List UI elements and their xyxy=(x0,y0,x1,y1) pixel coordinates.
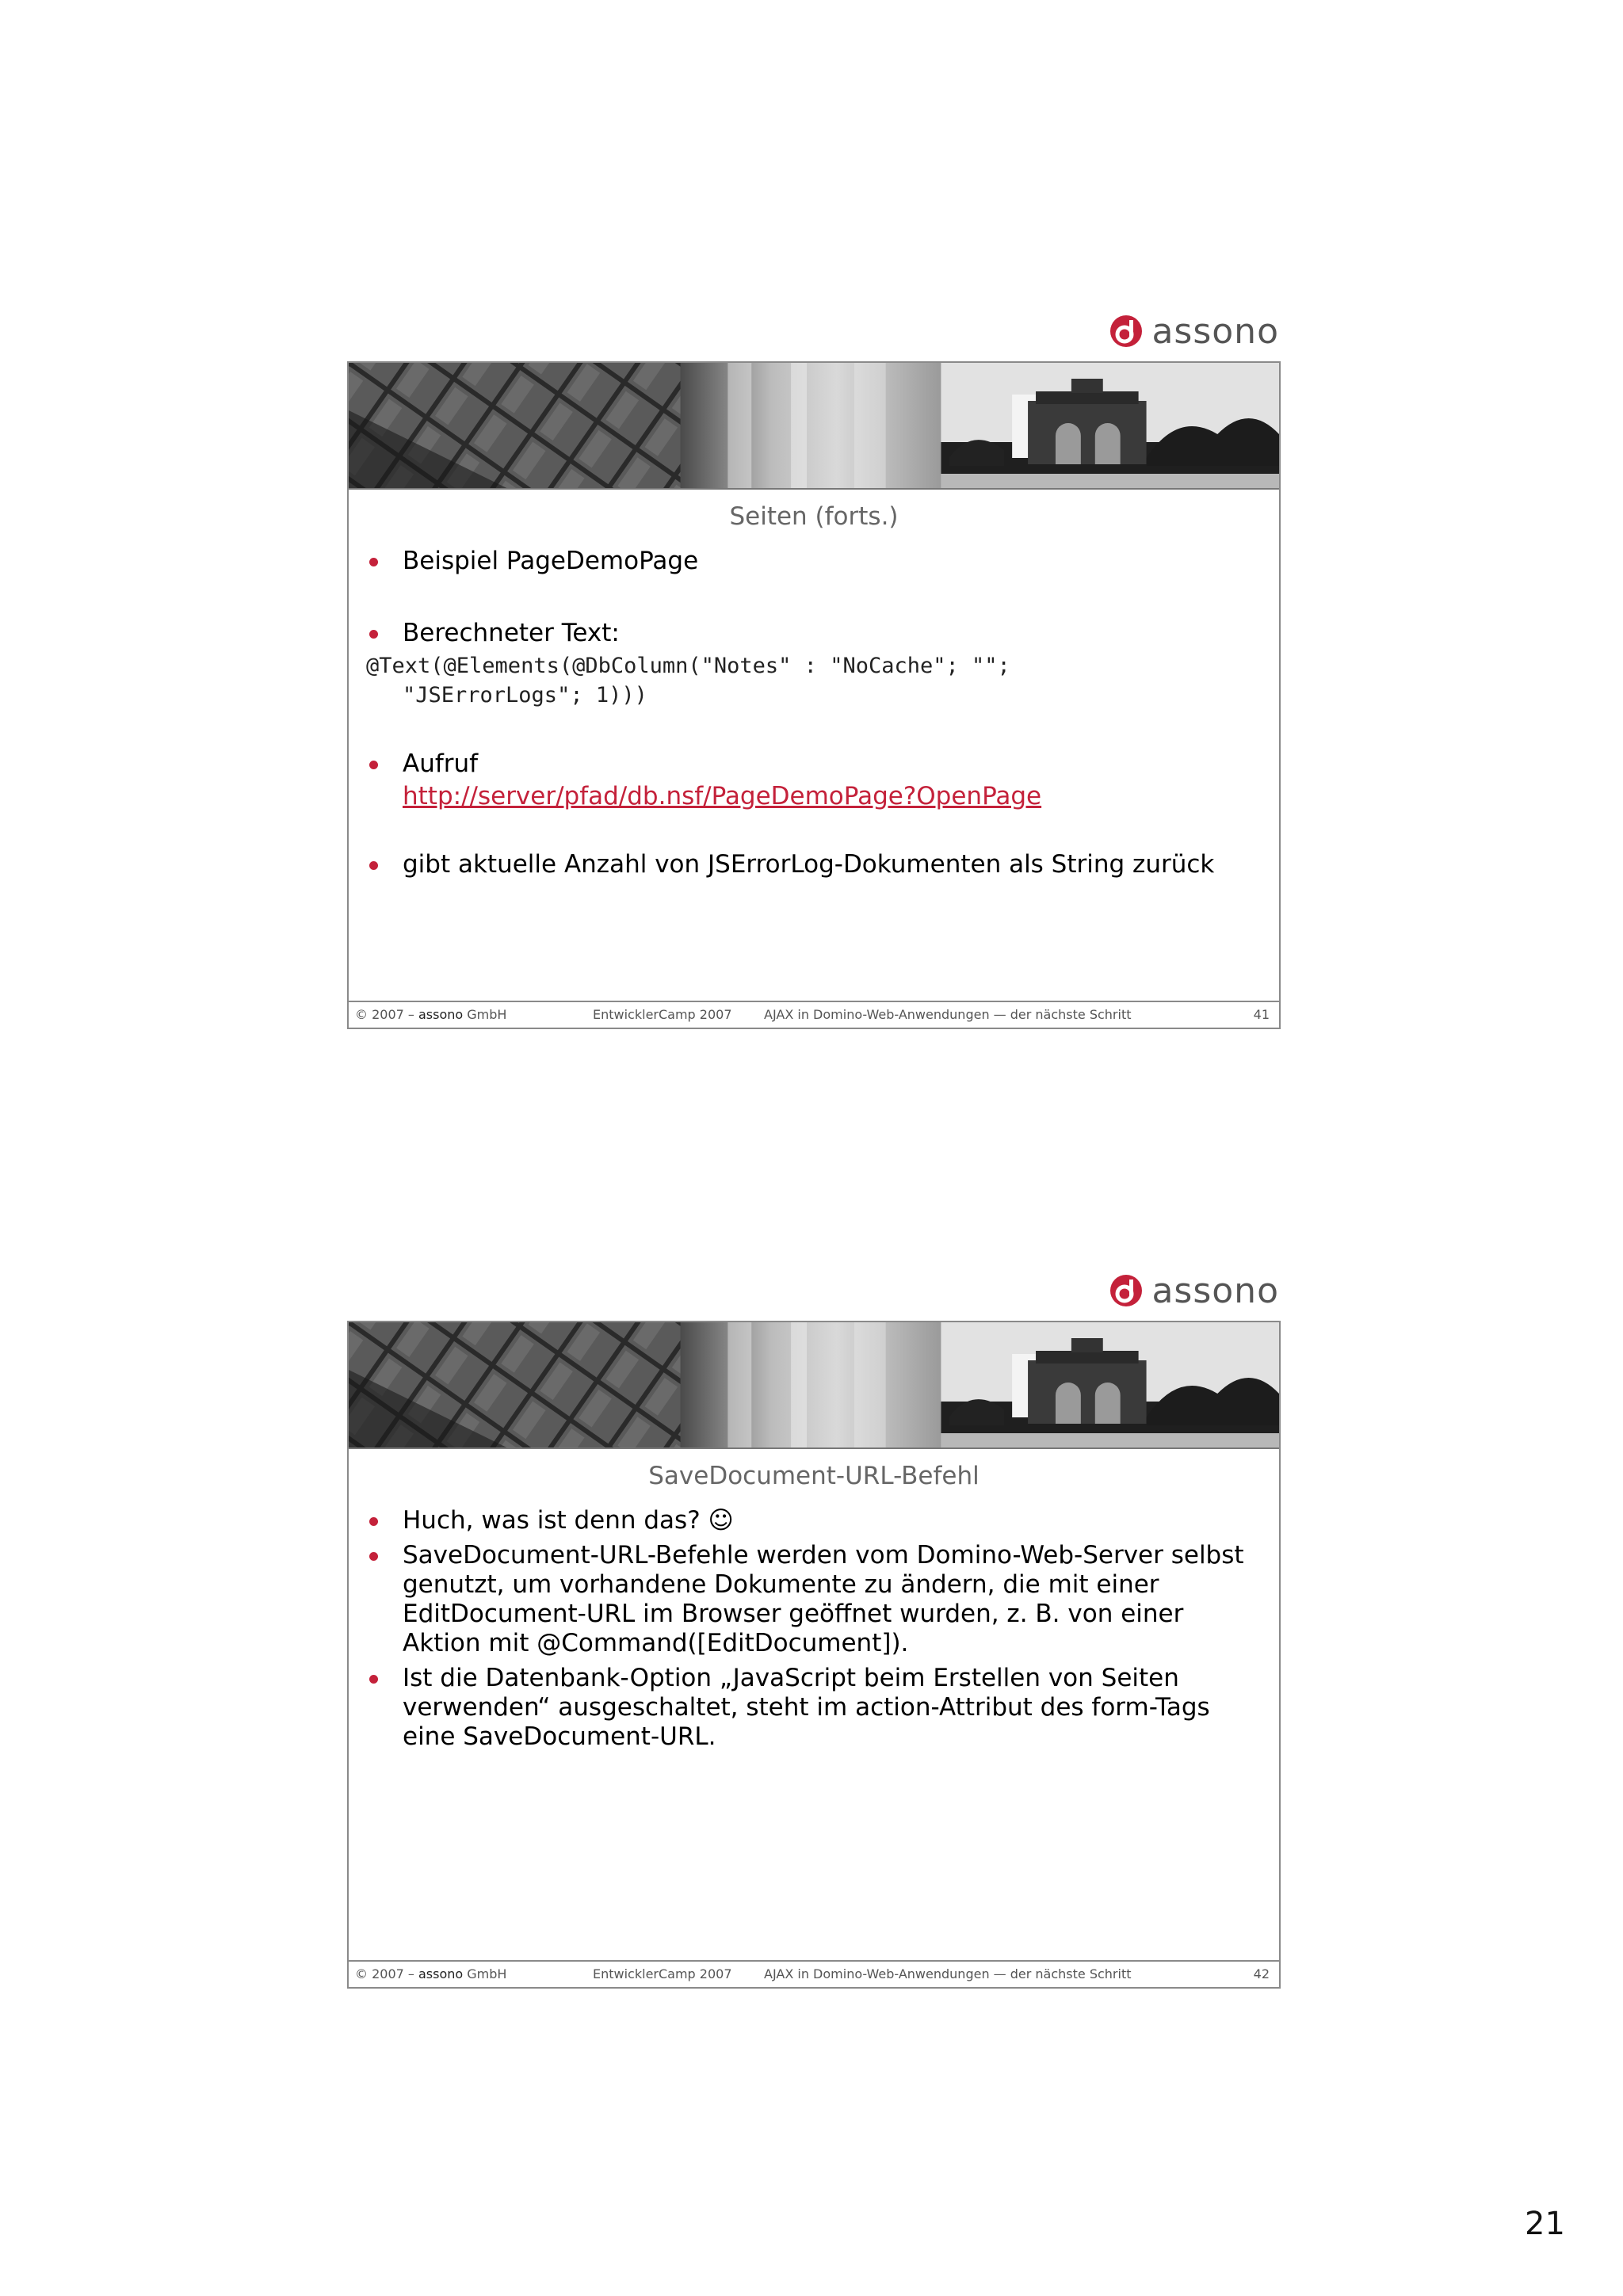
assono-logo-text: assono xyxy=(1151,311,1279,352)
slide-content xyxy=(366,1506,1263,1752)
bullet-item: Huch, was ist denn das? ☺ xyxy=(366,1506,1263,1535)
bullet-item: Beispiel PageDemoPage xyxy=(366,547,1263,576)
bullet-item: gibt aktuelle Anzahl von JSErrorLog-Dokumenten als String zurück xyxy=(366,850,1263,879)
footer-event: EntwicklerCamp 2007 xyxy=(593,1966,732,1981)
slide-footer xyxy=(349,1001,1279,1028)
assono-logo-icon xyxy=(1109,1273,1144,1308)
code-line: @Text(@Elements(@DbColumn("Notes" : "NoCache"; ""; xyxy=(366,654,1010,678)
slide-title: Seiten (forts.) xyxy=(729,502,899,531)
slide-content xyxy=(366,547,1263,879)
footer-copyright: © 2007 – assono GmbH xyxy=(355,1007,507,1022)
assono-logo xyxy=(1109,1268,1279,1313)
footer-copyright: © 2007 – assono GmbH xyxy=(355,1966,507,1981)
footer-slide-number: 41 xyxy=(1253,1007,1270,1022)
page-number: 21 xyxy=(1525,2206,1565,2242)
bullet-item: Ist die Datenbank-Option „JavaScript beim Erstellen von Seiten verwenden“ ausgeschaltet, steht im action-Attribut des form-Tags eine SaveDocument-URL. xyxy=(366,1664,1263,1752)
slide-41 xyxy=(347,311,1281,1029)
assono-logo-text: assono xyxy=(1151,1270,1279,1311)
footer-talk-title: AJAX in Domino-Web-Anwendungen — der nächste Schritt xyxy=(764,1007,1132,1022)
footer-slide-number: 42 xyxy=(1253,1966,1270,1981)
bullet-item: Berechneter Text: xyxy=(366,619,1263,648)
code-line: "JSErrorLogs"; 1))) xyxy=(403,683,647,707)
header-banner-image xyxy=(349,363,1279,490)
assono-logo-icon xyxy=(1109,314,1144,349)
bullet-item: SaveDocument-URL-Befehle werden vom Domino-Web-Server selbst genutzt, um vorhandene Dokumente zu ändern, die mit einer EditDocument-URL im Browser geöffnet wurden, z. B. von einer Aktion mit @Command([EditDocument]). xyxy=(366,1541,1263,1658)
code-block xyxy=(366,651,1263,710)
assono-logo xyxy=(1109,309,1279,353)
link-wrapper xyxy=(366,779,1263,814)
slide-42 xyxy=(347,1270,1281,1989)
footer-event: EntwicklerCamp 2007 xyxy=(593,1007,732,1022)
header-banner-image xyxy=(349,1322,1279,1449)
demo-page-link[interactable]: http://server/pfad/db.nsf/PageDemoPage?OpenPage xyxy=(403,782,1042,810)
slide-footer xyxy=(349,1960,1279,1987)
slide-title: SaveDocument-URL-Befehl xyxy=(648,1462,980,1490)
bullet-item: Aufruf xyxy=(366,749,1263,779)
footer-talk-title: AJAX in Domino-Web-Anwendungen — der nächste Schritt xyxy=(764,1966,1132,1981)
